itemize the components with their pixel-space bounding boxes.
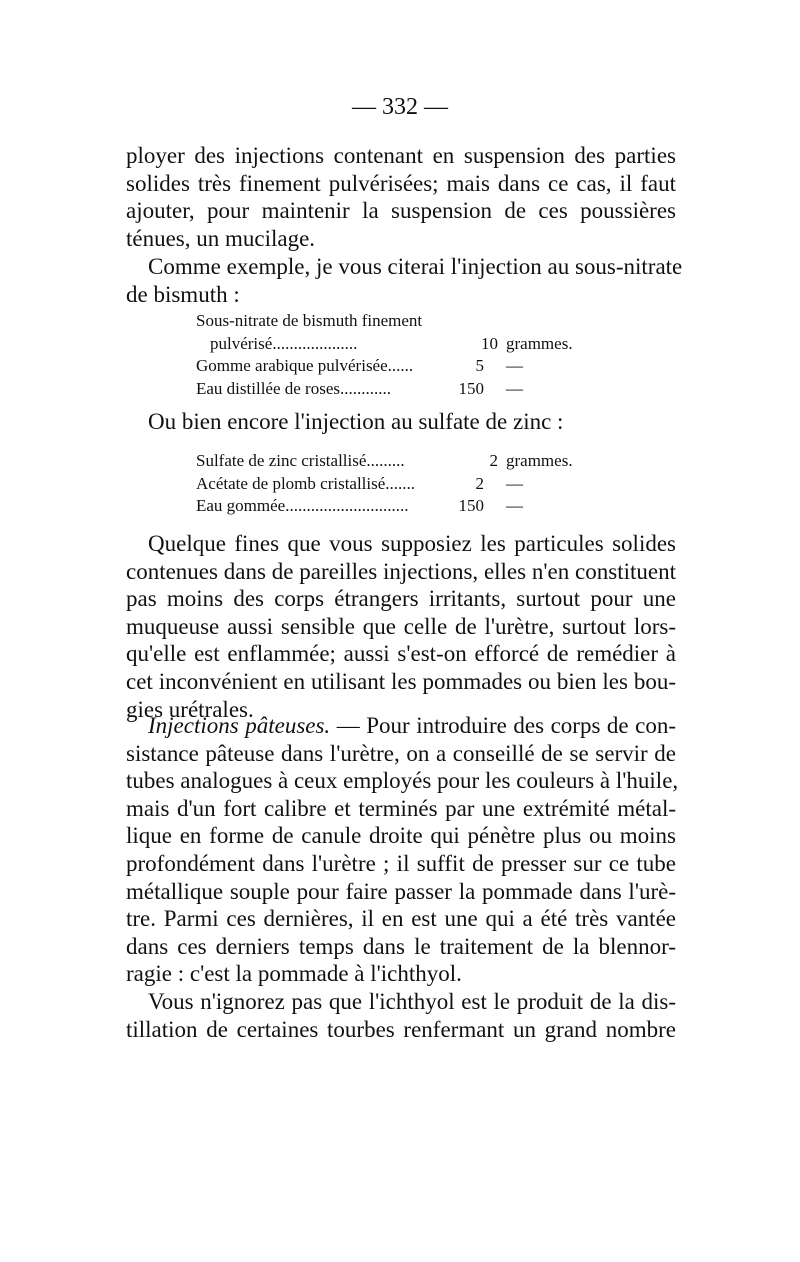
- recipe-ingredient: Acétate de plomb cristallisé.......: [196, 473, 416, 493]
- recipe-quantity: 150: [458, 378, 484, 398]
- text-line: Comme exemple, je vous citerai l'injection au sous-nitrate: [148, 254, 683, 279]
- text-line: métallique souple pour faire passer la pommade dans l'urè-: [126, 878, 676, 904]
- recipe-row: [196, 310, 606, 333]
- text-line: profondément dans l'urètre ; il suffit de presser sur ce tube: [126, 850, 676, 876]
- recipe-quantity: 2: [475, 473, 484, 493]
- paragraph-4: [126, 530, 676, 723]
- recipe-unit: —: [506, 378, 523, 398]
- text-line: tillation de certaines tourbes renfermant un grand nombre: [126, 1016, 676, 1042]
- text-line: dans ces derniers temps dans le traitement de la blennor-: [126, 933, 676, 959]
- recipe-zinc: [196, 450, 606, 518]
- text-line: ténues, un mucilage.: [126, 225, 316, 251]
- page-number: — 332 —: [352, 94, 448, 120]
- text-line: solides très finement pulvérisées; mais dans ce cas, il faut: [126, 170, 676, 196]
- text-line: contenues dans de pareilles injections, elles n'en constituent: [126, 558, 676, 584]
- recipe-ingredient: Sous-nitrate de bismuth finement: [196, 311, 423, 330]
- recipe-unit: grammes.: [506, 333, 573, 353]
- recipe-ingredient: Sulfate de zinc cristallisé.........: [196, 451, 405, 470]
- recipe-ingredient: pulvérisé....................: [210, 333, 358, 353]
- recipe-quantity: 2: [489, 451, 498, 470]
- text-line: de bismuth :: [126, 281, 240, 307]
- recipe-quantity: 150: [458, 496, 484, 515]
- recipe-ingredient: Gomme arabique pulvérisée......: [196, 356, 414, 375]
- text-line: ragie : c'est la pommade à l'ichthyol.: [126, 961, 462, 987]
- text-line: muqueuse aussi sensible que celle de l'urètre, surtout lors-: [126, 613, 676, 639]
- recipe-quantity: 5: [475, 356, 484, 375]
- text-line: ajouter, pour maintenir la suspension de ces poussières: [126, 198, 676, 224]
- text-fragment: — Pour introduire des corps de con-: [330, 713, 677, 738]
- recipe-row: [196, 333, 606, 356]
- text-line: cet inconvénient en utilisant les pommades ou bien les bou-: [126, 668, 676, 694]
- text-line: tubes analogues à ceux employés pour les couleurs à l'huile,: [126, 768, 679, 794]
- text-line: Ou bien encore l'injection au sulfate de zinc :: [148, 409, 564, 434]
- recipe-bismuth: [196, 310, 606, 400]
- recipe-unit: —: [506, 496, 523, 515]
- recipe-quantity: 10: [481, 333, 498, 353]
- recipe-unit: grammes.: [506, 451, 573, 470]
- paragraph-3: [126, 408, 676, 436]
- text-line: Quelque fines que vous supposiez les particules solides: [148, 531, 676, 556]
- paragraph-6: [126, 988, 676, 1043]
- text-line: gies urétrales.: [126, 696, 254, 722]
- paragraph-2: [126, 253, 683, 308]
- recipe-unit: —: [506, 356, 523, 375]
- recipe-row: [196, 473, 606, 496]
- text-line: tre. Parmi ces dernières, il en est une qui a été très vantée: [126, 906, 676, 932]
- text-line: qu'elle est enflammée; aussi s'est-on efforcé de remédier à: [126, 641, 676, 667]
- text-line: Vous n'ignorez pas que l'ichthyol est le produit de la dis-: [148, 989, 676, 1014]
- recipe-unit: —: [506, 473, 523, 493]
- text-line: [126, 712, 676, 740]
- recipe-ingredient: Eau distillée de roses............: [196, 378, 391, 398]
- text-line: sistance pâteuse dans l'urètre, on a conseillé de se servir de: [126, 740, 676, 766]
- text-line: mais d'un fort calibre et terminés par une extrémité métal-: [126, 795, 676, 821]
- section-heading: Injections pâteuses.: [148, 713, 331, 738]
- recipe-row: [196, 355, 606, 378]
- recipe-row: [196, 450, 606, 473]
- text-line: ployer des injections contenant en suspension des parties: [126, 143, 676, 168]
- recipe-ingredient: Eau gommée.............................: [196, 496, 409, 515]
- paragraph-5: [126, 712, 679, 988]
- text-line: pas moins des corps étrangers irritants, surtout pour une: [126, 586, 676, 612]
- text-line: lique en forme de canule droite qui pénètre plus ou moins: [126, 823, 676, 849]
- paragraph-1: [126, 142, 676, 252]
- recipe-row: [196, 495, 606, 518]
- recipe-row: [196, 378, 606, 401]
